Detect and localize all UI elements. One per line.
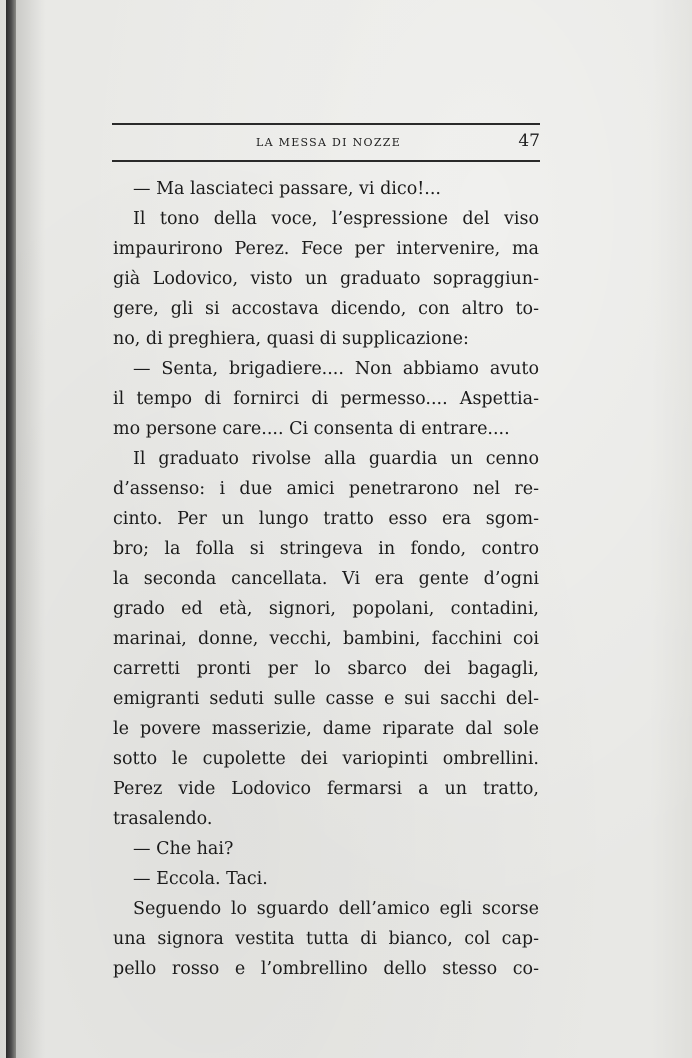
text-line: già Lodovico, visto un graduato sopraggiun- (113, 269, 539, 289)
text-line: carretti pronti per lo sbarco dei bagagli, (113, 659, 539, 679)
header-rule-bottom (112, 160, 540, 162)
text-line: una signora vestita tutta di bianco, col cap- (113, 929, 539, 949)
text-line: pello rosso e l’ombrellino dello stesso co- (113, 959, 539, 979)
text-line: Seguendo lo sguardo dell’amico egli scorse (133, 899, 539, 919)
text-line: — Eccola. Taci. (133, 869, 268, 889)
text-line: la seconda cancellata. Vi era gente d’ogni (113, 569, 539, 589)
text-line: il tempo di fornirci di permesso.... Aspettia- (113, 389, 539, 409)
running-head: LA MESSA DI NOZZE (256, 136, 402, 149)
text-line: bro; la folla si stringeva in fondo, contro (113, 539, 539, 559)
text-line: mo persone care.... Ci consenta di entrare.... (113, 419, 510, 439)
text-line: trasalendo. (113, 809, 213, 829)
text-line: — Ma lasciateci passare, vi dico!... (133, 179, 441, 199)
text-line: gere, gli si accostava dicendo, con altro to- (113, 299, 539, 319)
text-line: marinai, donne, vecchi, bambini, facchini coi (113, 629, 539, 649)
text-line: d’assenso: i due amici penetrarono nel re- (113, 479, 539, 499)
text-line: — Che hai? (133, 839, 234, 859)
text-line: impaurirono Perez. Fece per intervenire, ma (113, 239, 539, 259)
text-line: grado ed età, signori, popolani, contadini, (113, 599, 539, 619)
header-rule-top (112, 123, 540, 125)
text-line: — Senta, brigadiere.... Non abbiamo avuto (133, 359, 539, 379)
text-line: sotto le cupolette dei variopinti ombrellini. (113, 749, 539, 769)
gutter-shadow (16, 0, 46, 1058)
book-gutter (6, 0, 16, 1058)
text-line: no, di preghiera, quasi di supplicazione: (113, 329, 469, 349)
text-line: emigranti seduti sulle casse e sui sacchi del- (113, 689, 539, 709)
text-line: le povere masserizie, dame riparate dal sole (113, 719, 539, 739)
text-line: cinto. Per un lungo tratto esso era sgom- (113, 509, 539, 529)
text-line: Il graduato rivolse alla guardia un cenno (133, 449, 539, 469)
text-line: Perez vide Lodovico fermarsi a un tratto, (113, 779, 539, 799)
text-line: Il tono della voce, l’espressione del viso (133, 209, 539, 229)
page-number: 47 (518, 131, 540, 151)
body-text (113, 174, 539, 984)
